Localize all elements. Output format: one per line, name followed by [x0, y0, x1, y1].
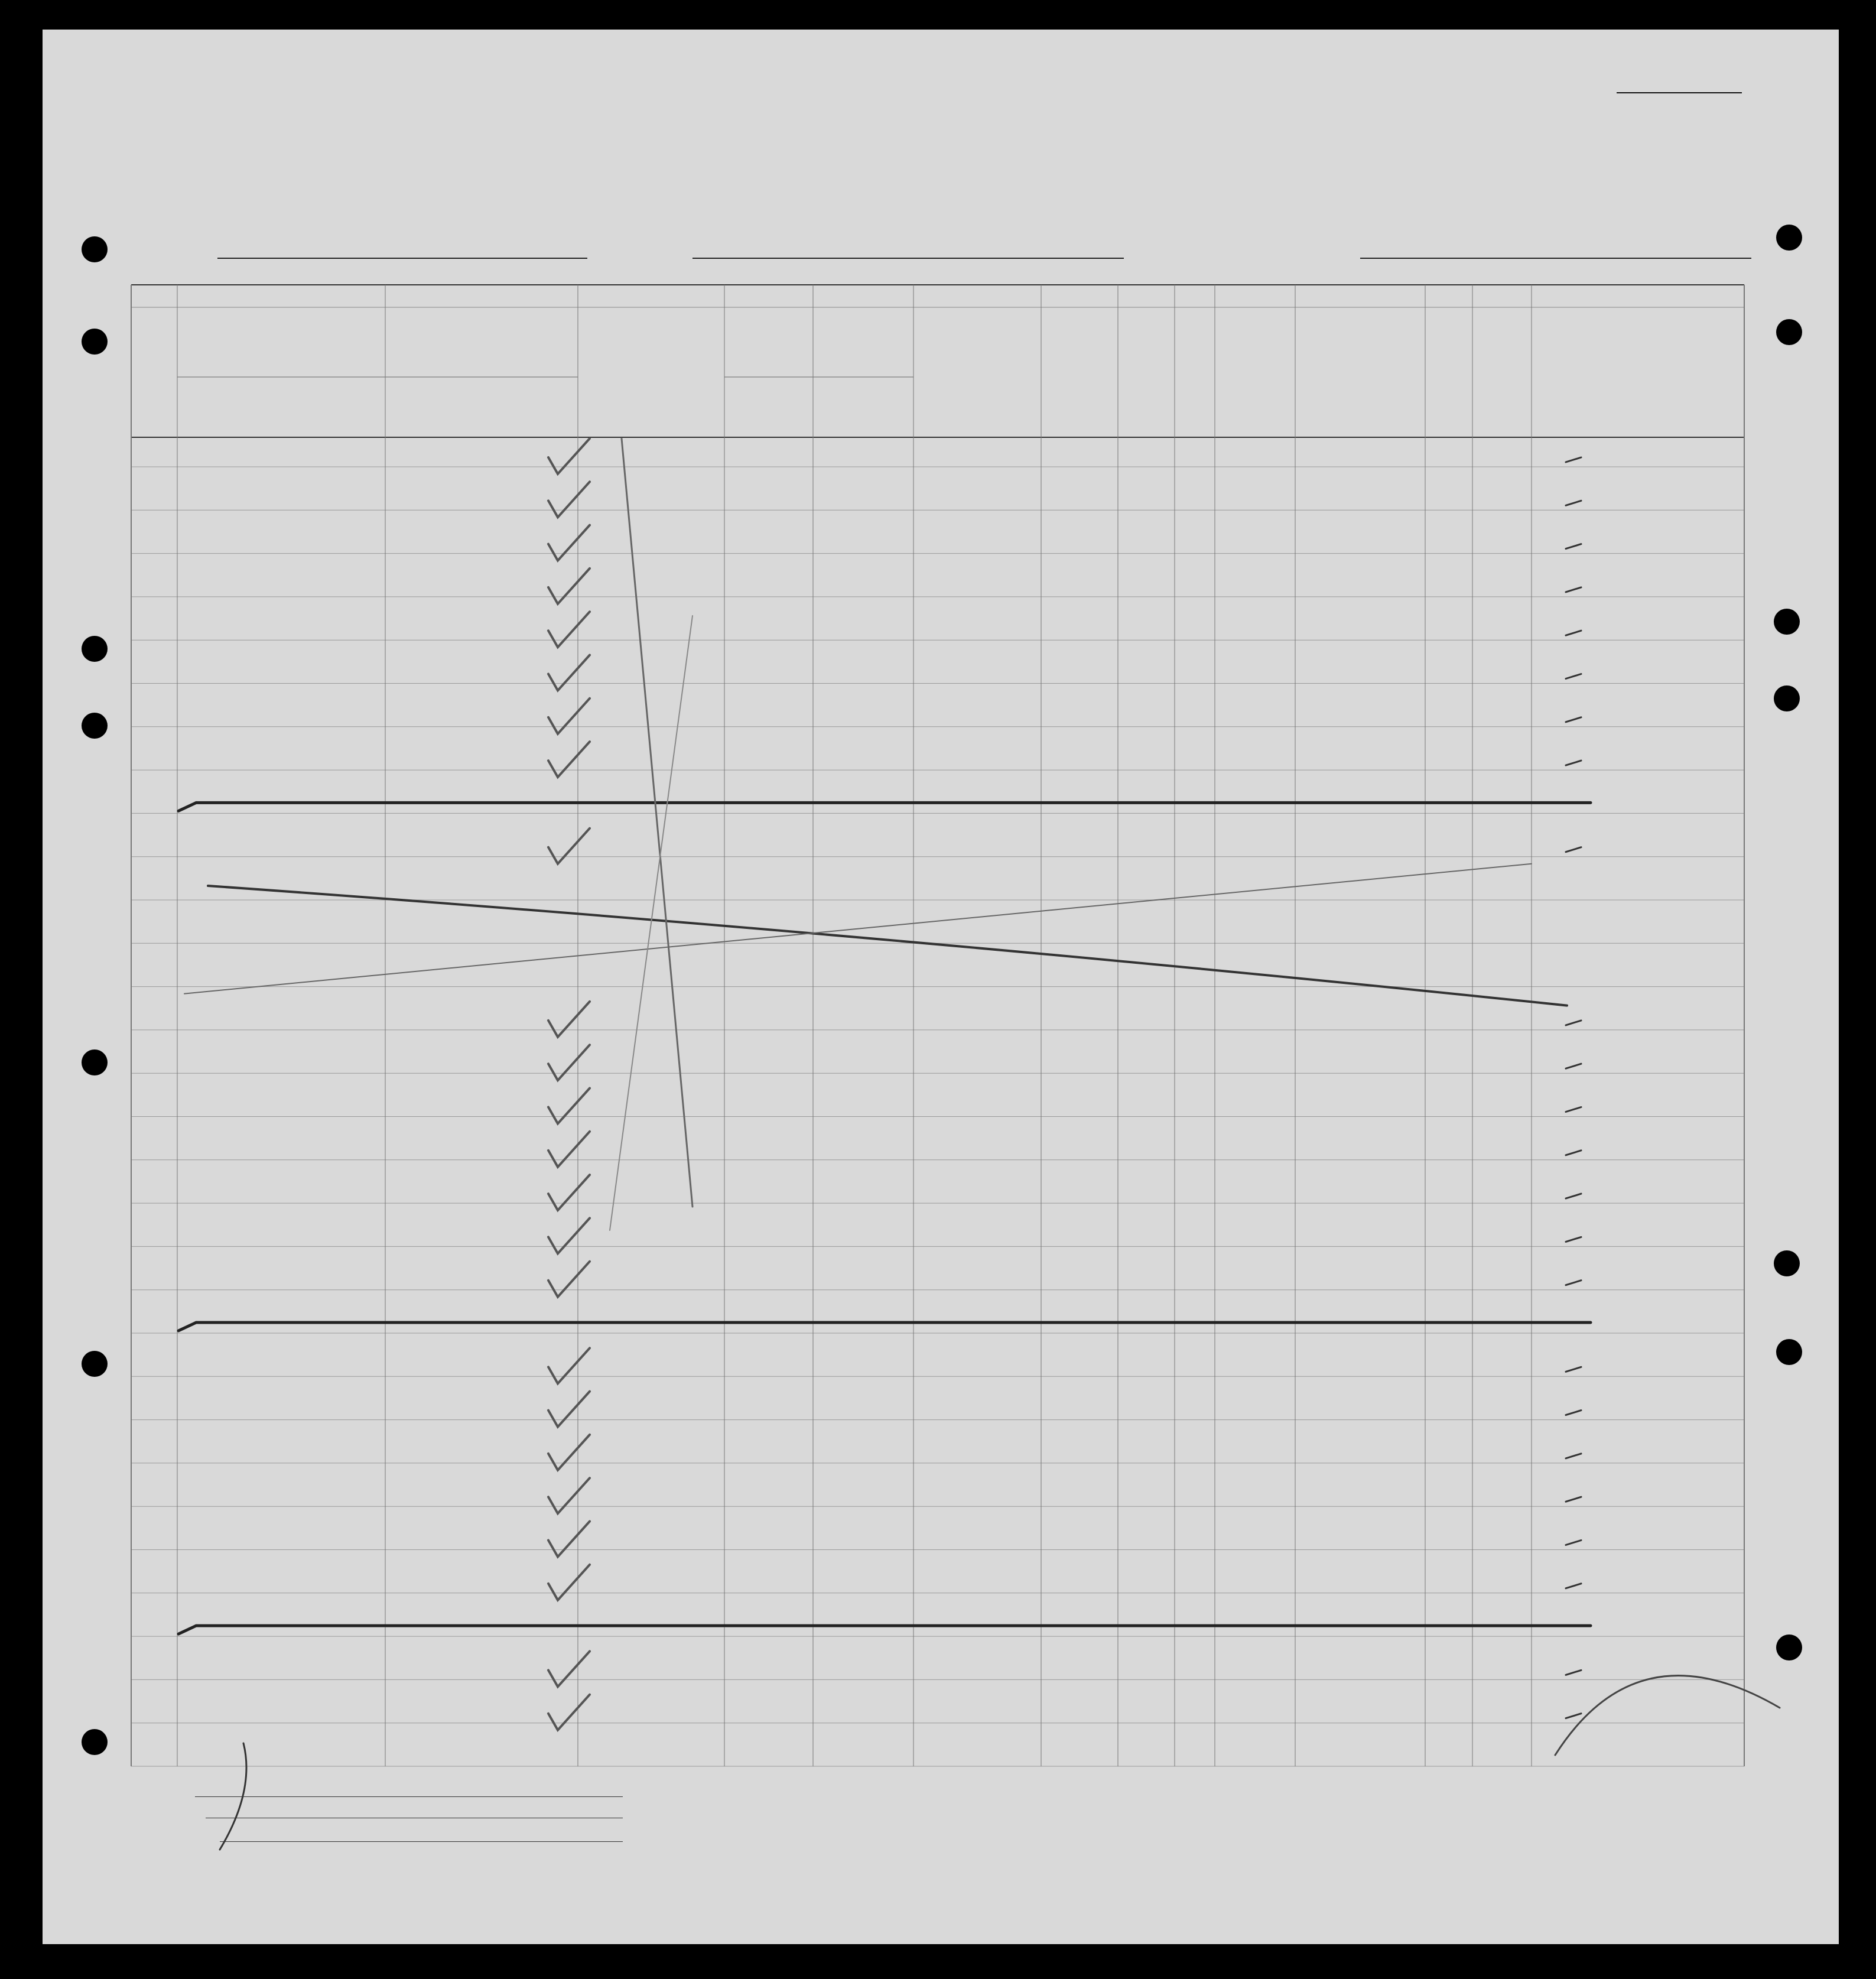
line-underline: [195, 1796, 623, 1797]
table-row: [43, 1360, 1839, 1403]
table-row: [43, 1187, 1839, 1230]
agents-underline: [220, 1841, 623, 1842]
from-underline: [1360, 258, 1751, 259]
table-row: [43, 1057, 1839, 1100]
sheet-number-underline: [1617, 92, 1742, 93]
table-row: [43, 580, 1839, 623]
table-row: [43, 753, 1839, 797]
table-row: [43, 493, 1839, 537]
manifest-sheet: [43, 30, 1839, 1944]
arriving-underline: [692, 258, 1124, 259]
table-row: [43, 1230, 1839, 1273]
table-row: [43, 1143, 1839, 1187]
table-row: [43, 623, 1839, 667]
table-row: [43, 1620, 1839, 1663]
table-row: [43, 537, 1839, 580]
table-row: [43, 1663, 1839, 1706]
table-row: [43, 840, 1839, 883]
table-row: [43, 883, 1839, 927]
table-row: [43, 1447, 1839, 1490]
table-row: [43, 710, 1839, 753]
table-row: [43, 450, 1839, 493]
table-row: [43, 797, 1839, 840]
table-row: [43, 1490, 1839, 1533]
table-row: [43, 1100, 1839, 1143]
table-row: [43, 1273, 1839, 1317]
table-row: [43, 1533, 1839, 1577]
table-row: [43, 1317, 1839, 1360]
table-row: [43, 667, 1839, 710]
table-row: [43, 1577, 1839, 1620]
vessel-underline: [217, 258, 587, 259]
table-row: [43, 1013, 1839, 1057]
table-row: [43, 1707, 1839, 1750]
table-row: [43, 1403, 1839, 1447]
table-row: [43, 970, 1839, 1013]
table-row: [43, 927, 1839, 970]
